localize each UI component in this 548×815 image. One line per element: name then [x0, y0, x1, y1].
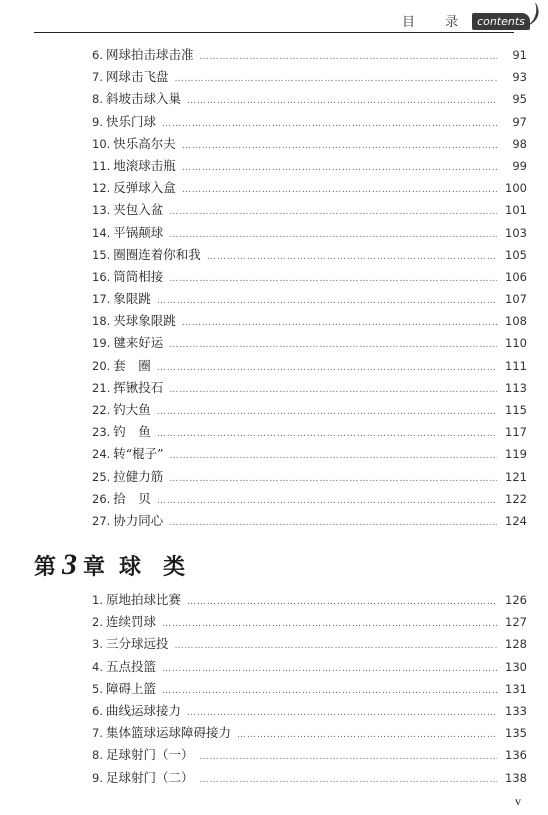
- toc-entry-number: 5.: [92, 681, 103, 696]
- toc-entry-number: 2.: [92, 615, 103, 630]
- toc-entry-number: 6.: [92, 48, 103, 62]
- toc-entry-number: 25.: [92, 469, 111, 484]
- toc-entry-number: 24.: [92, 447, 111, 462]
- toc-entry-title: 网球击飞盘: [105, 69, 169, 85]
- toc-entry[interactable]: [92, 511, 527, 533]
- toc-entry-number: 17.: [92, 292, 111, 307]
- toc-entry[interactable]: [92, 156, 527, 178]
- toc-entry-page: 115: [505, 403, 527, 417]
- toc-entry-title: 筒筒相接: [113, 268, 164, 284]
- toc-entry-page: 122: [505, 491, 527, 506]
- toc-leader-dots: [237, 730, 497, 740]
- toc-entry-number: 7.: [92, 70, 103, 85]
- toc-entry-title: 反弹球入盒: [113, 180, 176, 196]
- toc-entry-page: 110: [505, 336, 527, 351]
- chapter-heading: [34, 548, 207, 582]
- toc-leader-dots: [162, 119, 497, 129]
- toc-entry-title: 协力同心: [113, 512, 164, 528]
- toc-entry-number: 15.: [92, 247, 111, 262]
- toc-entry-number: 1.: [92, 593, 103, 607]
- toc-leader-dots: [187, 96, 497, 106]
- toc-entry-number: 9.: [92, 114, 103, 129]
- toc-entry[interactable]: [92, 267, 527, 289]
- toc-entry[interactable]: [92, 178, 527, 200]
- toc-entry-title: 拾 贝: [113, 490, 151, 506]
- chapter-title: 球类: [119, 554, 208, 580]
- toc-entry-title: 网球拍击球击准: [105, 47, 194, 62]
- toc-leader-dots: [169, 474, 497, 484]
- toc-entry-page: 105: [505, 247, 527, 262]
- toc-leader-dots: [169, 274, 497, 284]
- toc-entry-title: 钓大鱼: [113, 402, 151, 417]
- toc-entry-title: 挥锹投石: [113, 379, 164, 395]
- toc-entry-title: 五点投篮: [105, 658, 156, 674]
- chapter-prefix: 第: [34, 554, 57, 580]
- toc-entry-page: 100: [505, 181, 527, 196]
- toc-leader-dots: [162, 686, 497, 696]
- toc-leader-dots: [169, 340, 497, 350]
- toc-entry[interactable]: [92, 333, 527, 355]
- toc-leader-dots: [157, 496, 497, 506]
- toc-entry[interactable]: [92, 701, 527, 723]
- toc-entry[interactable]: [92, 657, 527, 679]
- toc-leader-dots: [175, 74, 498, 84]
- toc-leader-dots: [157, 429, 497, 439]
- page-number: v: [515, 794, 521, 808]
- toc-entry[interactable]: [92, 134, 527, 156]
- toc-entry-number: 27.: [92, 513, 111, 528]
- toc-entry-number: 8.: [92, 92, 103, 107]
- toc-entry[interactable]: [92, 489, 527, 511]
- toc-entry-number: 11.: [92, 158, 111, 173]
- toc-leader-dots: [170, 451, 497, 461]
- toc-leader-dots: [162, 664, 497, 674]
- toc-entry-title: 障碍上篮: [105, 680, 156, 696]
- toc-leader-dots: [157, 363, 497, 373]
- toc-leader-dots: [169, 207, 497, 217]
- toc-leader-dots: [200, 752, 498, 762]
- toc-leader-dots: [157, 296, 497, 306]
- toc-entry[interactable]: [92, 89, 527, 111]
- toc-entry-title: 快乐高尔夫: [113, 135, 176, 151]
- toc-entry-title: 斜坡击球入巢: [105, 91, 181, 107]
- toc-entry-number: 18.: [92, 314, 111, 329]
- toc-entry[interactable]: [92, 245, 527, 267]
- toc-entry-page: 95: [512, 92, 527, 107]
- toc-entry-page: 111: [505, 358, 527, 373]
- toc-entry-page: 127: [505, 615, 527, 630]
- toc-entry-number: 10.: [92, 136, 111, 151]
- toc-leader-dots: [182, 185, 497, 195]
- toc-entry-page: 99: [512, 158, 527, 173]
- toc-entry[interactable]: [92, 634, 527, 656]
- toc-entry-title: 集体篮球运球障碍接力: [105, 725, 231, 741]
- toc-entry-page: 103: [505, 225, 527, 240]
- toc-leader-dots: [200, 52, 498, 62]
- toc-entry-number: 20.: [92, 358, 111, 373]
- toc-entry-number: 6.: [92, 703, 103, 718]
- header-rule: [34, 32, 514, 33]
- toc-leader-dots: [162, 619, 497, 629]
- toc-entry-number: 12.: [92, 181, 111, 196]
- toc-entry[interactable]: [92, 200, 527, 222]
- toc-leader-dots: [207, 252, 497, 262]
- toc-list-chapter-3: [92, 590, 527, 790]
- toc-entry-title: 套 圈: [113, 357, 151, 373]
- contents-badge: contents: [472, 13, 530, 30]
- toc-entry-number: 8.: [92, 748, 103, 763]
- toc-entry-title: 原地拍球比赛: [105, 592, 181, 607]
- toc-entry-title: 钓 鱼: [113, 424, 151, 440]
- toc-entry-title: 夹包入盆: [113, 202, 164, 218]
- toc-entry-title: 连续罚球: [105, 614, 156, 630]
- toc-entry-title: 转“棍子”: [113, 446, 164, 462]
- toc-entry[interactable]: [92, 612, 527, 634]
- toc-entry-page: 126: [505, 593, 527, 607]
- toc-entry[interactable]: [92, 356, 527, 378]
- toc-entry[interactable]: [92, 768, 527, 790]
- toc-entry-page: 131: [505, 681, 527, 696]
- toc-entry-page: 108: [505, 314, 527, 329]
- toc-entry-number: 14.: [92, 225, 111, 240]
- toc-entry-page: 101: [505, 203, 527, 218]
- toc-leader-dots: [169, 385, 497, 395]
- toc-leader-dots: [182, 163, 497, 173]
- toc-entry-title: 平锅颠球: [113, 224, 164, 240]
- toc-entry-page: 113: [505, 380, 527, 395]
- toc-entry-page: 124: [505, 513, 527, 528]
- toc-entry-page: 98: [512, 136, 527, 151]
- toc-entry-page: 133: [505, 703, 527, 718]
- toc-entry[interactable]: [92, 289, 527, 311]
- toc-entry-title: 毽来好运: [113, 335, 164, 351]
- toc-entry-title: 拉健力筋: [113, 468, 164, 484]
- toc-entry-page: 107: [505, 292, 527, 307]
- toc-entry-number: 26.: [92, 491, 111, 506]
- toc-entry-page: 117: [505, 425, 527, 440]
- toc-leader-dots: [182, 318, 497, 328]
- chapter-suffix: 章: [83, 554, 106, 580]
- toc-leader-dots: [157, 407, 497, 417]
- toc-entry-number: 21.: [92, 380, 111, 395]
- toc-leader-dots: [187, 708, 497, 718]
- toc-entry-title: 快乐门球: [105, 113, 156, 129]
- toc-entry[interactable]: [92, 422, 527, 444]
- toc-entry[interactable]: [92, 378, 527, 400]
- toc-entry-title: 象限跳: [113, 291, 151, 307]
- toc-entry-title: 夹球象限跳: [113, 313, 176, 329]
- toc-entry-page: 121: [505, 469, 527, 484]
- toc-leader-dots: [187, 597, 497, 607]
- toc-entry-number: 4.: [92, 659, 103, 674]
- toc-entry[interactable]: [92, 112, 527, 134]
- toc-entry-title: 曲线运球接力: [105, 702, 181, 718]
- toc-entry-page: 106: [505, 269, 527, 284]
- toc-entry-page: 128: [505, 637, 527, 652]
- toc-entry-number: 16.: [92, 269, 111, 284]
- toc-entry-page: 93: [512, 70, 527, 85]
- toc-entry-page: 136: [505, 748, 527, 763]
- toc-entry-number: 22.: [92, 403, 111, 417]
- toc-entry-page: 138: [505, 770, 527, 785]
- toc-entry-number: 23.: [92, 425, 111, 440]
- toc-entry-title: 足球射门（二）: [105, 769, 194, 785]
- toc-entry-title: 三分球远投: [105, 636, 169, 652]
- toc-entry-number: 13.: [92, 203, 111, 218]
- toc-entry-number: 7.: [92, 726, 103, 741]
- toc-entry-title: 地滚球击瓶: [113, 157, 176, 173]
- toc-entry-page: 130: [505, 659, 527, 674]
- toc-entry-page: 97: [512, 114, 527, 129]
- toc-entry[interactable]: [92, 67, 527, 89]
- toc-entry[interactable]: [92, 311, 527, 333]
- toc-leader-dots: [169, 518, 497, 528]
- toc-entry-number: 3.: [92, 637, 103, 652]
- toc-leader-dots: [169, 230, 497, 240]
- toc-entry[interactable]: [92, 590, 527, 612]
- toc-entry-page: 91: [512, 48, 527, 62]
- toc-entry[interactable]: [92, 723, 527, 745]
- toc-leader-dots: [175, 641, 498, 651]
- toc-entry-title: 足球射门（一）: [105, 747, 194, 763]
- toc-entry-page: 135: [505, 726, 527, 741]
- toc-entry-number: 9.: [92, 770, 103, 785]
- toc-leader-dots: [182, 141, 497, 151]
- toc-entry-title: 圈圈连着你和我: [113, 246, 201, 262]
- toc-entry[interactable]: [92, 400, 527, 422]
- toc-entry[interactable]: [92, 679, 527, 701]
- toc-entry-number: 19.: [92, 336, 111, 351]
- toc-entry[interactable]: [92, 745, 527, 767]
- toc-entry[interactable]: [92, 45, 527, 67]
- swoosh-icon: [521, 0, 543, 30]
- toc-list-continued: [92, 45, 527, 533]
- toc-entry-page: 119: [505, 447, 527, 462]
- chapter-number: 3: [62, 548, 78, 581]
- toc-entry[interactable]: [92, 223, 527, 245]
- toc-entry[interactable]: [92, 444, 527, 466]
- header-section-title: 目 录: [402, 15, 472, 30]
- toc-leader-dots: [200, 775, 498, 785]
- toc-entry[interactable]: [92, 467, 527, 489]
